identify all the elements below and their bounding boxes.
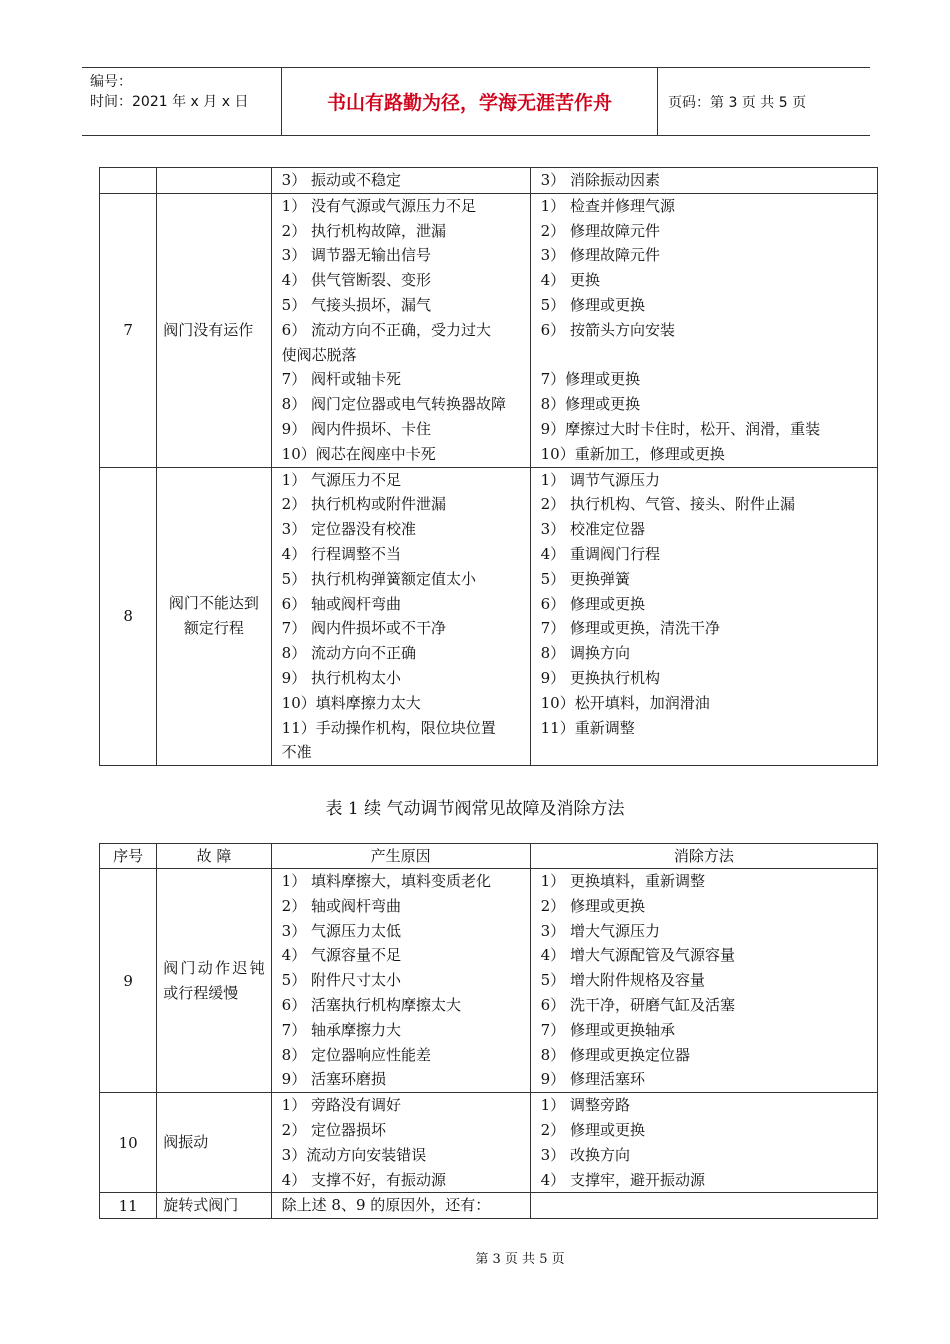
table-row <box>100 1093 878 1193</box>
cause-cell <box>271 193 530 467</box>
list-item: 7） 阀内件损坏或不干净 <box>281 619 446 638</box>
list-item: 9） 修理活塞环 <box>540 1070 645 1089</box>
list-item: 6） 洗干净，研磨气缸及活塞 <box>540 995 735 1014</box>
list-item: 4） 支撑牢，避开振动源 <box>540 1170 705 1189</box>
list-item: 8） 流动方向不正确 <box>281 644 416 663</box>
header-meta <box>82 68 282 135</box>
list-item: 3） 改换方向 <box>540 1145 630 1164</box>
document-number-label: 编号： <box>90 74 132 90</box>
list-item: 8） 阀门定位器或电气转换器故障 <box>281 395 506 414</box>
list-item: 6） 流动方向不正确，受力过大 <box>281 320 491 339</box>
list-item: 1） 旁路没有调好 <box>281 1096 401 1115</box>
list-item: 除上述 8、9 的原因外，还有： <box>281 1196 491 1215</box>
list-item: 2） 执行机构故障，泄漏 <box>281 221 446 240</box>
remedy-cell <box>530 168 877 194</box>
list-item: 4） 更换 <box>540 271 600 290</box>
list-item: 使阀芯脱落 <box>281 345 357 364</box>
list-item: 9） 执行机构太小 <box>281 668 401 687</box>
list-item: 8） 定位器响应性能差 <box>281 1045 431 1064</box>
list-item: 2） 修理或更换 <box>540 896 645 915</box>
list-item: 4） 增大气源配管及气源容量 <box>540 946 735 965</box>
page-footer: 第 3 页 共 5 页 <box>475 1252 565 1267</box>
list-item: 8）修理或更换 <box>540 395 641 414</box>
list-item: 3） 定位器没有校准 <box>281 520 416 539</box>
list-item: 7） 轴承摩擦力大 <box>281 1020 401 1039</box>
fault-table-part1 <box>99 167 878 766</box>
column-header: 产生原因 <box>271 844 530 869</box>
remedy-cell <box>530 1193 877 1219</box>
page-header <box>82 67 870 136</box>
list-item <box>531 740 877 765</box>
list-item: 10）填料摩擦力太大 <box>281 693 421 712</box>
table-row <box>100 869 878 1093</box>
fault-cell: 阀门不能达到额定行程 <box>157 467 271 766</box>
list-item: 2） 轴或阀杆弯曲 <box>281 896 401 915</box>
list-item: 3） 增大气源压力 <box>540 921 660 940</box>
list-item: 7） 修理或更换，清洗干净 <box>540 619 720 638</box>
row-number-cell: 11 <box>100 1193 157 1219</box>
list-item <box>531 343 877 368</box>
list-item: 11）手动操作机构，限位块位置 <box>281 718 496 737</box>
list-item: 2） 修理故障元件 <box>540 221 660 240</box>
cause-cell <box>271 1093 530 1193</box>
column-header: 消除方法 <box>530 844 877 869</box>
list-item: 5） 增大附件规格及容量 <box>540 971 705 990</box>
list-item: 3） 调节器无输出信号 <box>281 246 431 265</box>
document-time-label: 时间：2021 年 x 月 x 日 <box>90 94 249 110</box>
list-item: 8） 修理或更换定位器 <box>540 1045 690 1064</box>
list-item: 6） 轴或阀杆弯曲 <box>281 594 401 613</box>
remedy-cell <box>530 869 877 1093</box>
list-item: 1） 调节气源压力 <box>540 470 660 489</box>
list-item: 1） 没有气源或气源压力不足 <box>281 196 476 215</box>
list-item: 7）修理或更换 <box>540 370 641 389</box>
header-motto: 书山有路勤为径，学海无涯苦作舟 <box>282 68 658 135</box>
table-row <box>100 467 878 766</box>
row-number-cell: 7 <box>100 193 157 467</box>
cause-cell <box>271 869 530 1093</box>
cause-cell <box>271 1193 530 1219</box>
fault-cell: 旋转式阀门 <box>157 1193 271 1219</box>
list-item: 4） 供气管断裂、变形 <box>281 271 431 290</box>
cause-cell <box>271 467 530 766</box>
list-item: 2） 定位器损坏 <box>281 1120 386 1139</box>
list-item: 8） 调换方向 <box>540 644 630 663</box>
list-item: 11）重新调整 <box>540 718 635 737</box>
list-item: 2） 执行机构或附件泄漏 <box>281 495 446 514</box>
row-number-cell: 10 <box>100 1093 157 1193</box>
row-number-cell: 8 <box>100 467 157 766</box>
list-item: 3） 修理故障元件 <box>540 246 660 265</box>
list-item: 3）流动方向安装错误 <box>281 1145 427 1164</box>
list-item: 4） 重调阀门行程 <box>540 544 660 563</box>
list-item: 3） 消除振动因素 <box>540 171 660 189</box>
remedy-cell <box>530 1093 877 1193</box>
row-number-cell: 9 <box>100 869 157 1093</box>
fault-cell: 阀门动作迟钝或行程缓慢 <box>157 869 271 1093</box>
list-item: 1） 检查并修理气源 <box>540 196 675 215</box>
list-item: 10）阀芯在阀座中卡死 <box>281 444 436 463</box>
list-item: 5） 更换弹簧 <box>540 569 630 588</box>
fault-cell: 阀门没有运作 <box>157 193 271 467</box>
list-item: 1） 气源压力不足 <box>281 470 401 489</box>
cause-cell <box>271 168 530 194</box>
table-header-row <box>100 844 878 869</box>
list-item: 5） 修理或更换 <box>540 295 645 314</box>
list-item: 3） 气源压力太低 <box>281 921 401 940</box>
remedy-cell <box>530 467 877 766</box>
list-item: 1） 更换填料，重新调整 <box>540 872 705 890</box>
list-item: 4） 行程调整不当 <box>281 544 401 563</box>
column-header: 故 障 <box>157 844 271 869</box>
list-item: 不准 <box>281 743 312 762</box>
row-number-cell <box>100 168 157 194</box>
list-item: 1） 填料摩擦大，填料变质老化 <box>281 872 491 890</box>
list-item: 10）松开填料，加润滑油 <box>540 693 710 712</box>
list-item: 9） 阀内件损坏、卡住 <box>281 419 431 438</box>
list-item: 5） 执行机构弹簧额定值太小 <box>281 569 476 588</box>
column-header: 序号 <box>100 844 157 869</box>
list-item: 9） 更换执行机构 <box>540 668 660 687</box>
list-item: 10）重新加工，修理或更换 <box>540 444 725 463</box>
list-item: 2） 修理或更换 <box>540 1120 645 1139</box>
fault-cell <box>157 168 271 194</box>
table-row <box>100 168 878 194</box>
list-item: 5） 气接头损坏，漏气 <box>281 295 431 314</box>
remedy-cell <box>530 193 877 467</box>
list-item: 9） 活塞环磨损 <box>281 1070 386 1089</box>
table-row <box>100 193 878 467</box>
list-item: 6） 修理或更换 <box>540 594 645 613</box>
list-item <box>531 1193 877 1218</box>
list-item: 9）摩擦过大时卡住时，松开、润滑，重装 <box>540 419 821 438</box>
list-item: 7） 修理或更换轴承 <box>540 1020 675 1039</box>
list-item: 3） 校准定位器 <box>540 520 645 539</box>
list-item: 2） 执行机构、气管、接头、附件止漏 <box>540 495 795 514</box>
header-page-info: 页码：第 3 页 共 5 页 <box>668 94 807 111</box>
table-row <box>100 1193 878 1219</box>
list-item: 7） 阀杆或轴卡死 <box>281 370 401 389</box>
list-item: 4） 气源容量不足 <box>281 946 401 965</box>
list-item: 6） 按箭头方向安装 <box>540 320 675 339</box>
fault-table-part2 <box>99 843 878 1219</box>
table-caption: 表 1 续 气动调节阀常见故障及消除方法 <box>325 799 625 819</box>
list-item: 4） 支撑不好，有振动源 <box>281 1170 446 1189</box>
list-item: 3） 振动或不稳定 <box>281 171 401 189</box>
list-item: 5） 附件尺寸太小 <box>281 971 401 990</box>
fault-cell: 阀振动 <box>157 1093 271 1193</box>
list-item: 6） 活塞执行机构摩擦太大 <box>281 995 461 1014</box>
list-item: 1） 调整旁路 <box>540 1096 630 1115</box>
